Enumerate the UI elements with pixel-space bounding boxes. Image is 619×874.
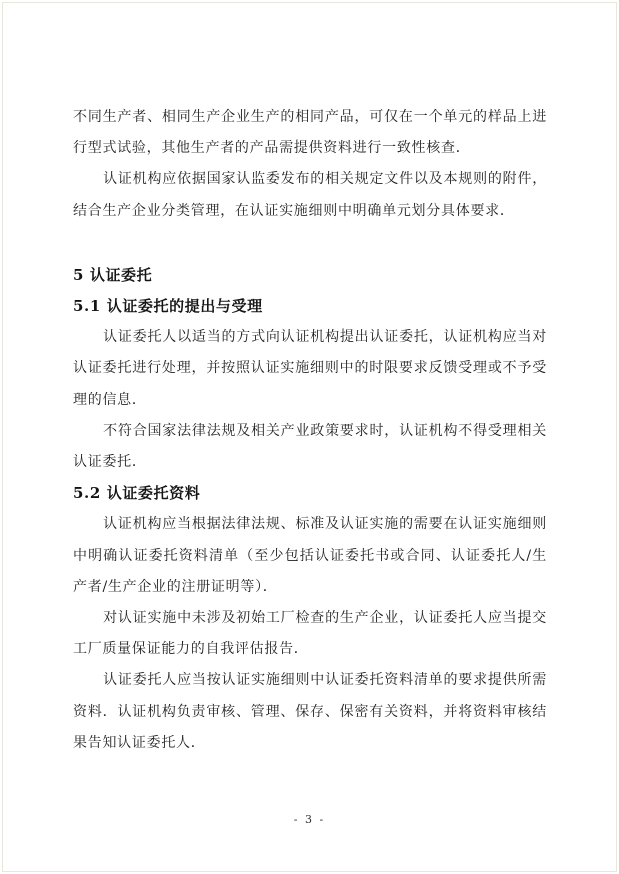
document-content — [73, 102, 547, 759]
subsection-heading-5-1-submission-acceptance: 5.1 认证委托的提出与受理 — [73, 297, 263, 316]
paragraph-entrustment-handling: 认证委托人以适当的方式向认证机构提出认证委托，认证机构应当对认证委托进行处理，并按照认证实施细则中的时限要求反馈受理或不予受理的信息． — [73, 329, 547, 408]
paragraph-non-compliance-rejection: 不符合国家法律法规及相关产业政策要求时，认证机构不得受理相关认证委托． — [73, 422, 547, 471]
page-footer — [0, 812, 619, 828]
paragraph-materials-list: 认证机构应当根据法律法规、标准及认证实施的需要在认证实施细则中明确认证委托资料清单（至少包括认证委托书或合同、认证委托人/生产者/生产企业的注册证明等）． — [73, 516, 547, 595]
page-number: - 3 - — [293, 813, 326, 826]
paragraph-unit-division-requirements: 认证机构应依据国家认监委发布的相关规定文件以及本规则的附件，结合生产企业分类管理，在认证实施细则中明确单元划分具体要求． — [73, 171, 547, 219]
paragraph-materials-provision-review: 认证委托人应当按认证实施细则中认证委托资料清单的要求提供所需资料．认证机构负责审核、管理、保存、保密有关资料，并将资料审核结果告知认证委托人． — [73, 672, 547, 751]
section-heading-5-certification-entrustment: 5 认证委托 — [73, 265, 153, 284]
paragraph-unit-division-continuation: 不同生产者、相同生产企业生产的相同产品，可仅在一个单元的样品上进行型式试验，其他生产者的产品需提供资料进行一致性核查． — [73, 109, 547, 157]
subsection-heading-5-2-entrustment-materials: 5.2 认证委托资料 — [73, 484, 201, 503]
paragraph-self-assessment-report: 对认证实施中未涉及初始工厂检查的生产企业，认证委托人应当提交工厂质量保证能力的自我评估报告． — [73, 610, 547, 658]
